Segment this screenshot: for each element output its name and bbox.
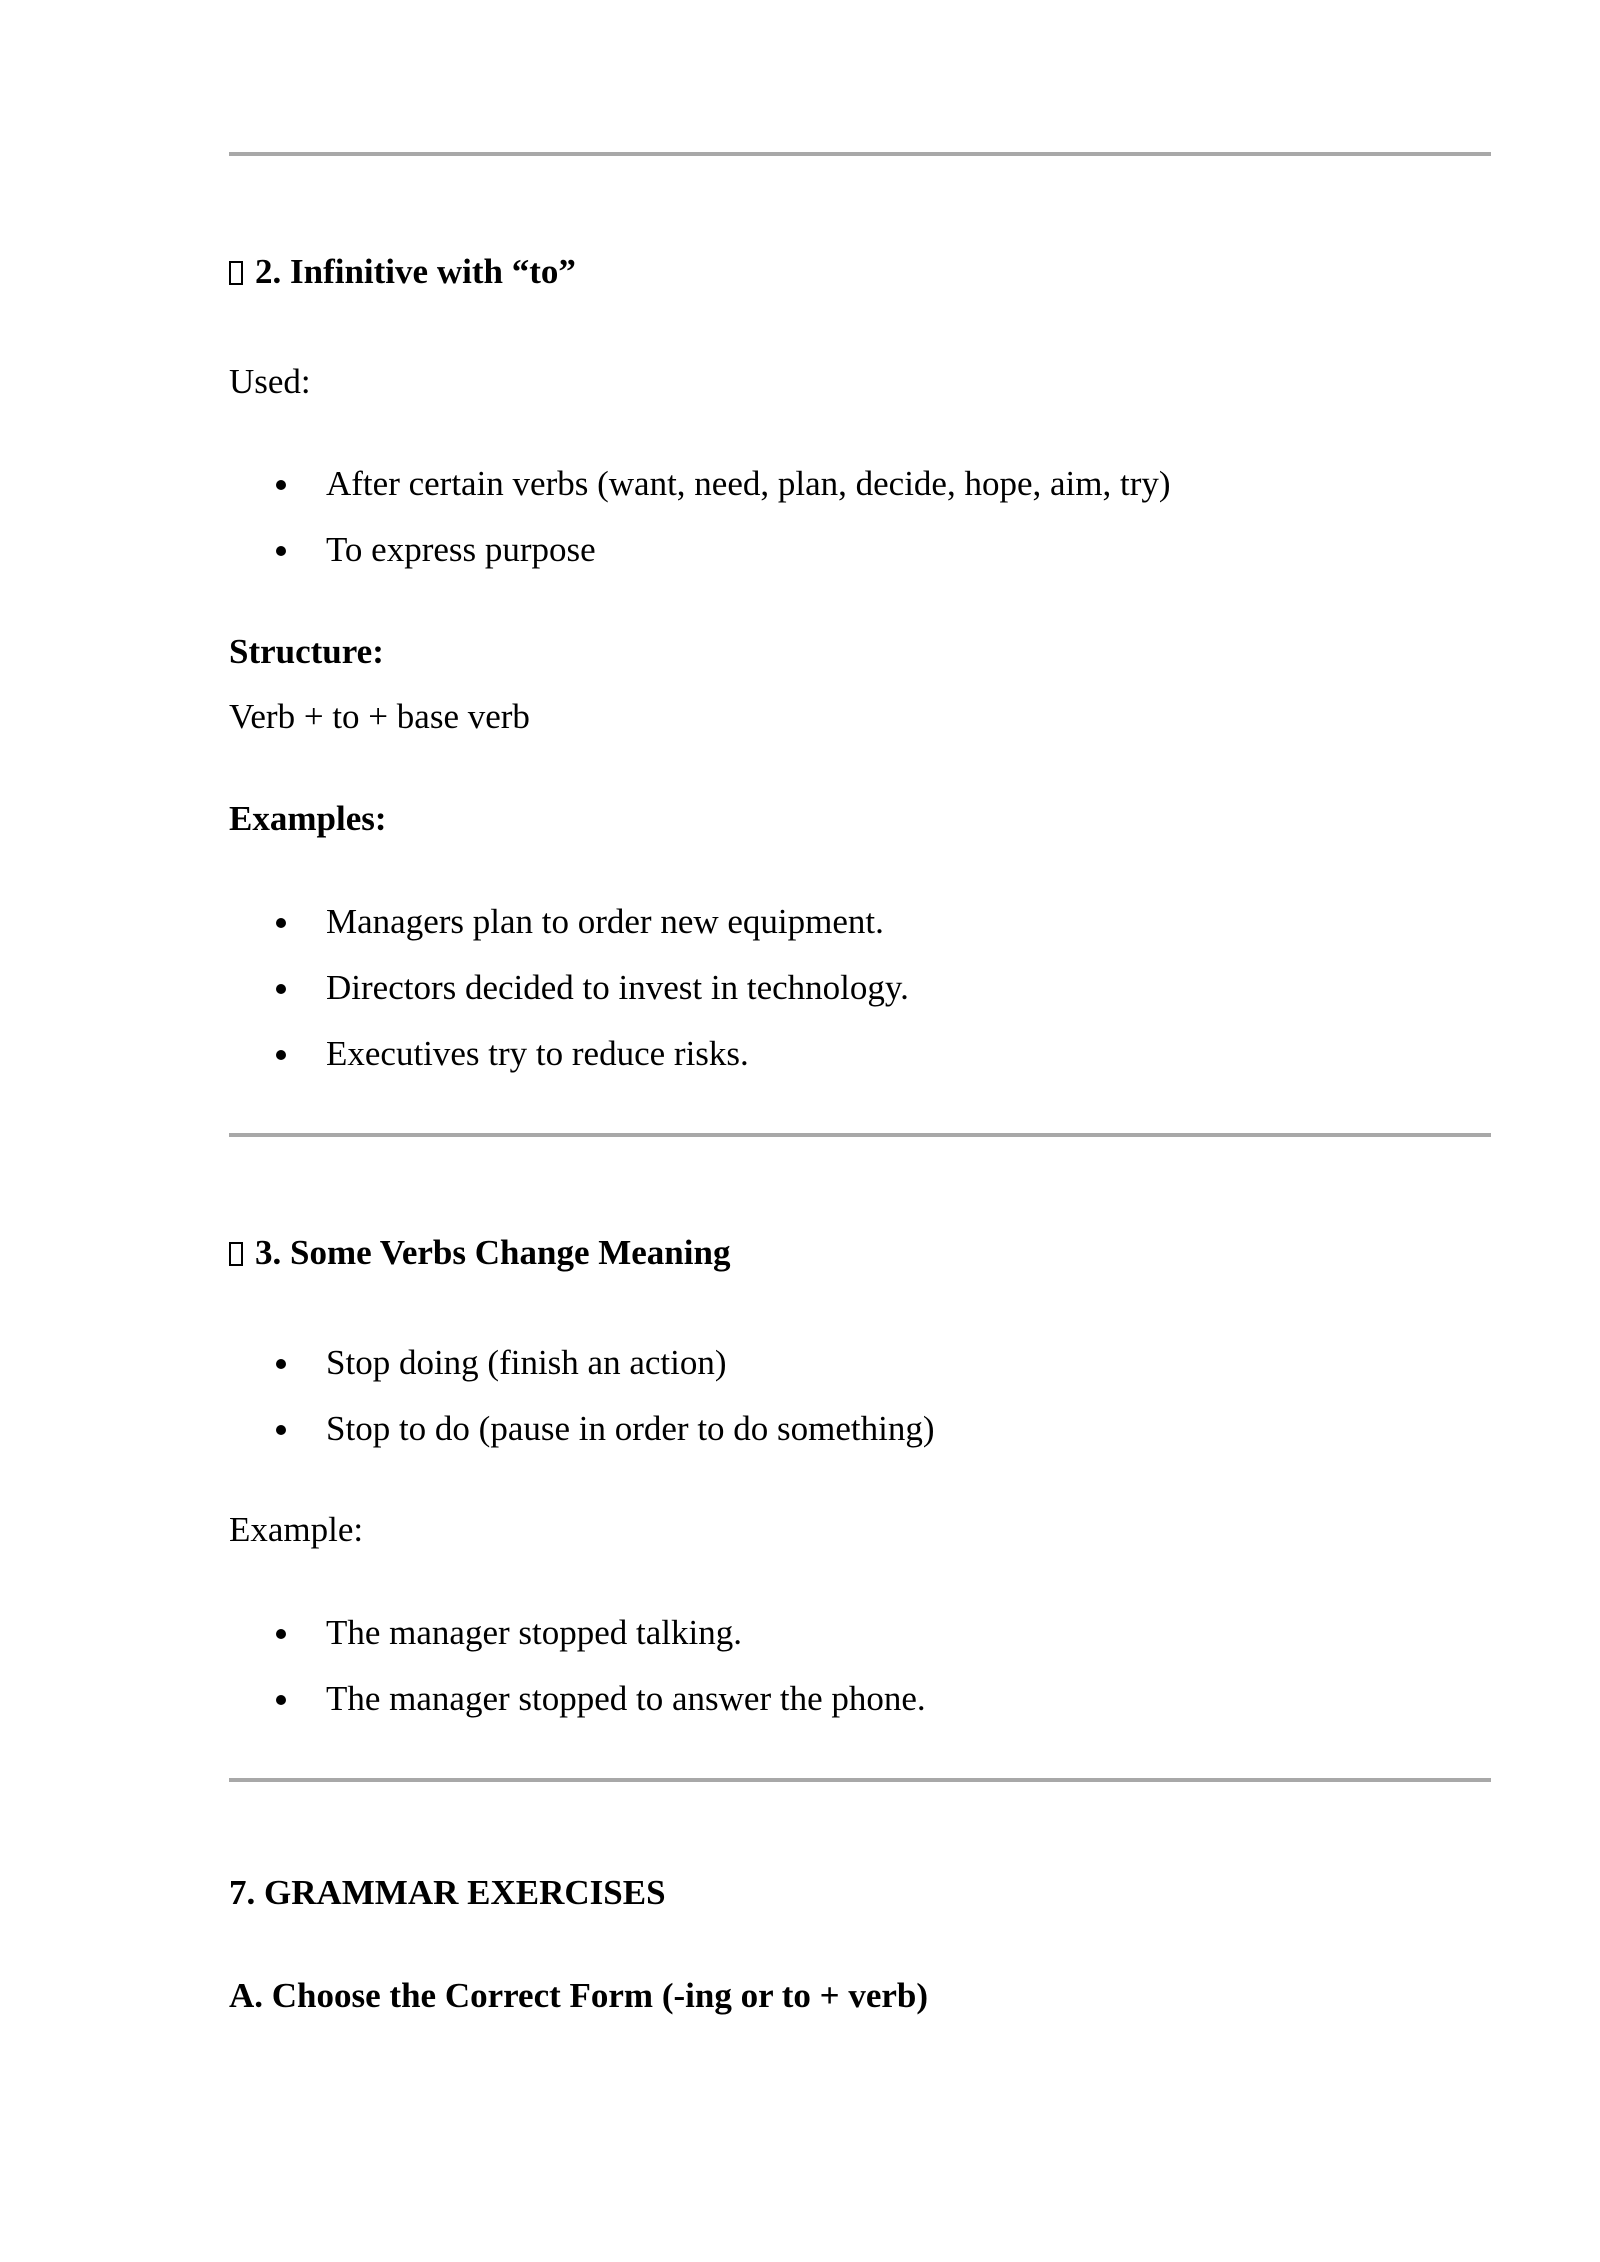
heading-infinitive: [229, 252, 576, 292]
structure-label: Structure:: [229, 632, 384, 671]
bullet-icon: [276, 984, 286, 994]
divider-middle: [229, 1133, 1491, 1137]
used-label: Used:: [229, 362, 311, 401]
bullet-icon: [276, 1359, 286, 1369]
divider-bottom: [229, 1778, 1491, 1782]
bullet-icon: [276, 918, 286, 928]
bullet-icon: [276, 1629, 286, 1639]
bullet-icon: [276, 480, 286, 490]
heading-meaning-text: 3. Some Verbs Change Meaning: [255, 1233, 731, 1272]
examples-label: Examples:: [229, 799, 387, 838]
heading-infinitive-text: 2. Infinitive with “to”: [255, 252, 576, 291]
bullet-icon: [276, 1695, 286, 1705]
bullet-icon: [276, 546, 286, 556]
heading-meaning: [229, 1233, 730, 1273]
divider-top: [229, 152, 1491, 156]
missing-glyph-icon: [229, 261, 243, 285]
example-label: Example:: [229, 1510, 364, 1549]
exercises-subtitle: A. Choose the Correct Form (-ing or to + verb): [229, 1976, 929, 2015]
document-page: 2. Infinitive with “to” Used: After certain verbs (want, need, plan, decide, hope, aim, try) To express purpose Structure: Verb + to + base verb Examples: Managers plan to order new equipment. Directors decided to invest in technology. Executives try to reduce risks. 3. Some Verbs Change Meaning Stop doing (finish an action) Stop to do (pause in order to do something) Example: The manager stopped talking. The manager stopped to answer the phone. 7. GRAMMAR EXERCISES A. Choose the Correct Form (-ing or to + verb): [229, 0, 1491, 2262]
bullet-icon: [276, 1425, 286, 1435]
bullet-icon: [276, 1050, 286, 1060]
structure-text: Verb + to + base verb: [229, 697, 530, 736]
exercises-title: 7. GRAMMAR EXERCISES: [229, 1873, 666, 1912]
missing-glyph-icon: [229, 1242, 243, 1266]
